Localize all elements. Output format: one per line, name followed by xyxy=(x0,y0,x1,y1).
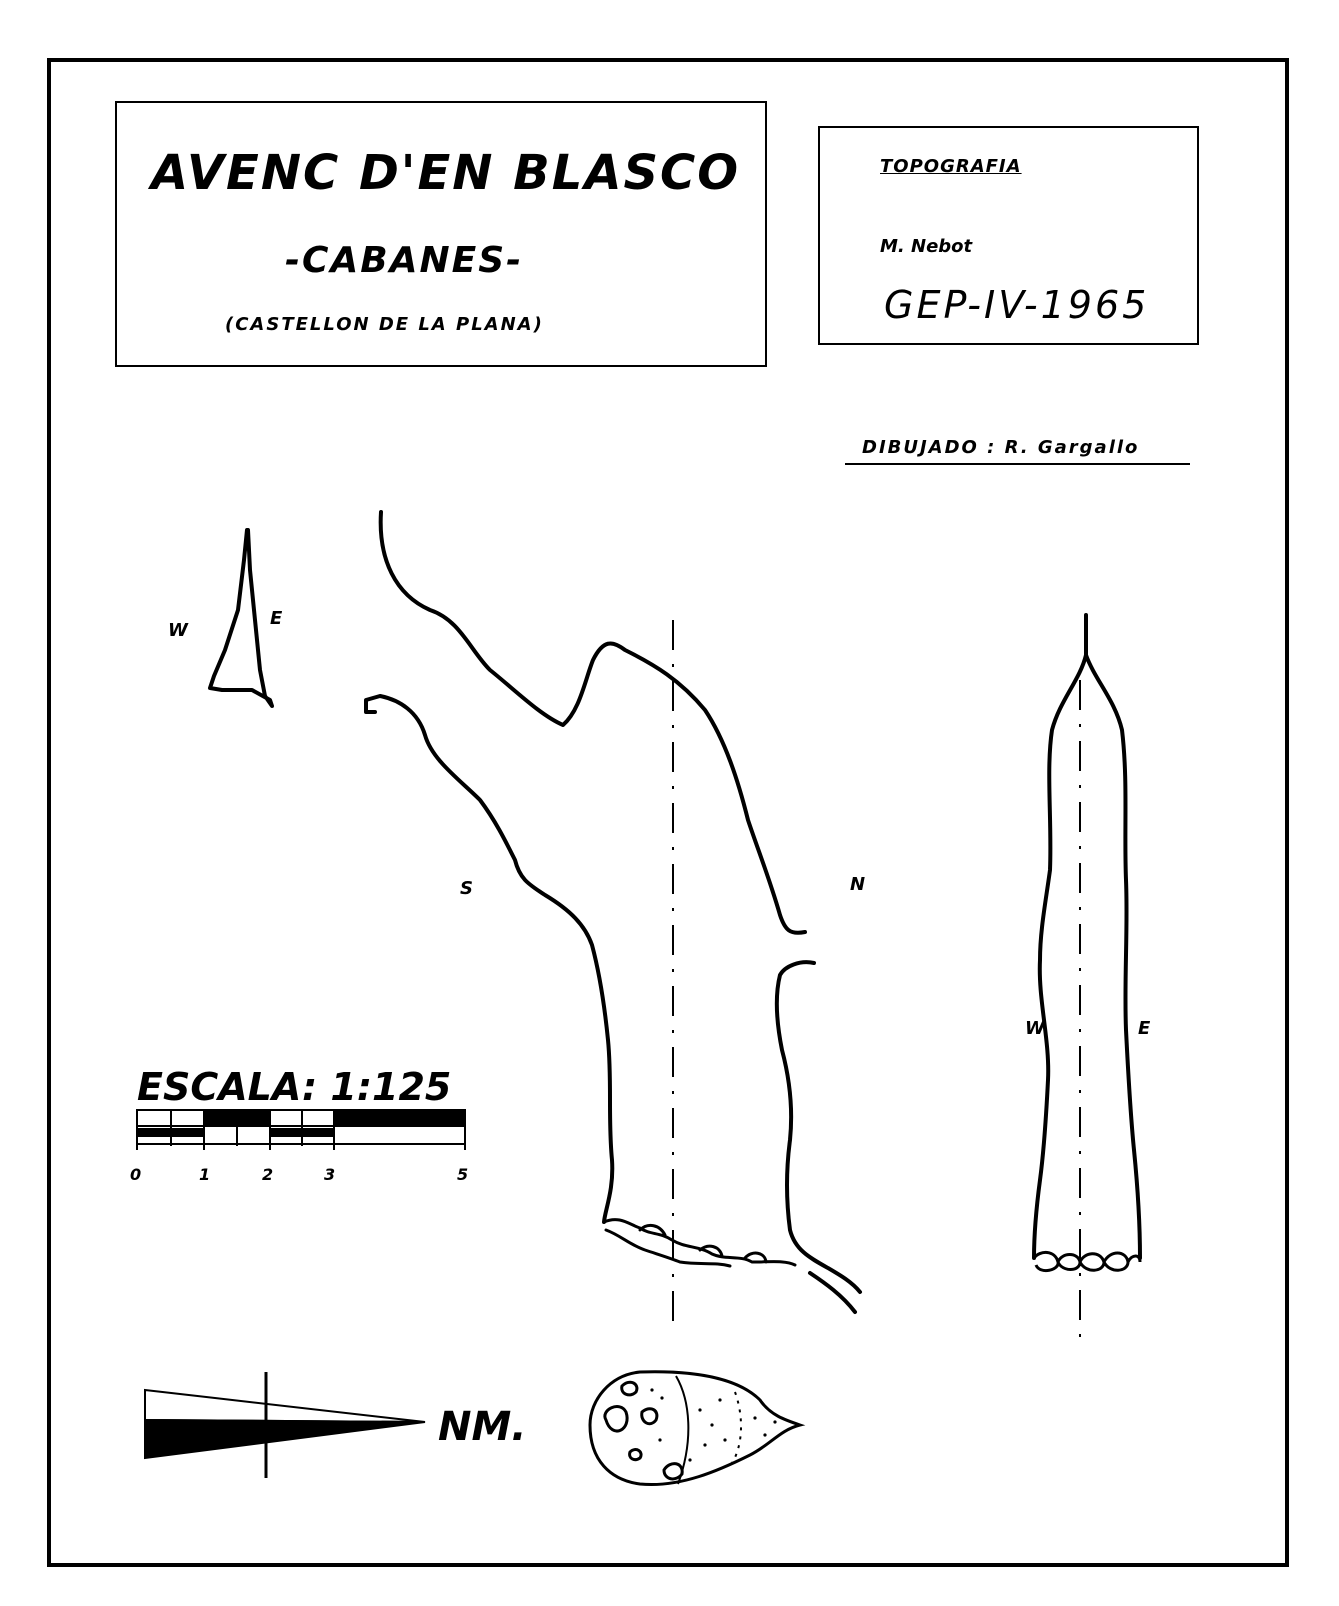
small-cross-section xyxy=(210,530,272,706)
municipality-name: -CABANES- xyxy=(285,240,524,281)
north-arrow xyxy=(145,1372,425,1478)
province-name: (CASTELLON DE LA PLANA) xyxy=(225,314,544,335)
scale-tick-label: 2 xyxy=(262,1165,274,1184)
cave-title: AVENC D'EN BLASCO xyxy=(151,145,741,201)
profile-floor-blocks xyxy=(604,1220,795,1266)
survey-reference: GEP-IV-1965 xyxy=(884,283,1150,327)
scale-tick-label: 1 xyxy=(199,1165,211,1184)
surveyor-name: M. Nebot xyxy=(880,236,973,257)
north-arrow-dark xyxy=(145,1420,425,1458)
cave-plan-view xyxy=(590,1372,800,1485)
topography-label: TOPOGRAFIA xyxy=(880,156,1022,177)
right-section-floor-blocks xyxy=(1034,1252,1140,1270)
scale-bar xyxy=(137,1110,465,1150)
drawn-by-credit: DIBUJADO : R. Gargallo xyxy=(862,437,1140,458)
north-label: NM. xyxy=(438,1404,527,1450)
scale-tick-label: 5 xyxy=(457,1165,469,1184)
scale-tick-label: 3 xyxy=(324,1165,336,1184)
profile-upper-wall xyxy=(381,512,805,933)
small-section-west-label: W xyxy=(168,620,188,641)
scale-bar-top-dark-1 xyxy=(204,1110,270,1125)
right-section-outline xyxy=(1034,615,1140,1258)
small-section-east-label: E xyxy=(270,608,283,629)
north-arrow-light xyxy=(145,1390,425,1422)
profile-north-label: N xyxy=(850,874,866,895)
right-section-east-label: E xyxy=(1138,1018,1151,1039)
profile-right-wall xyxy=(777,962,860,1312)
scale-label: ESCALA: 1:125 xyxy=(137,1065,452,1109)
scale-bar-top-dark-2 xyxy=(334,1110,465,1125)
profile-south-label: S xyxy=(460,878,473,899)
scale-tick-label: 0 xyxy=(130,1165,142,1184)
right-section-west-label: W xyxy=(1025,1018,1045,1039)
